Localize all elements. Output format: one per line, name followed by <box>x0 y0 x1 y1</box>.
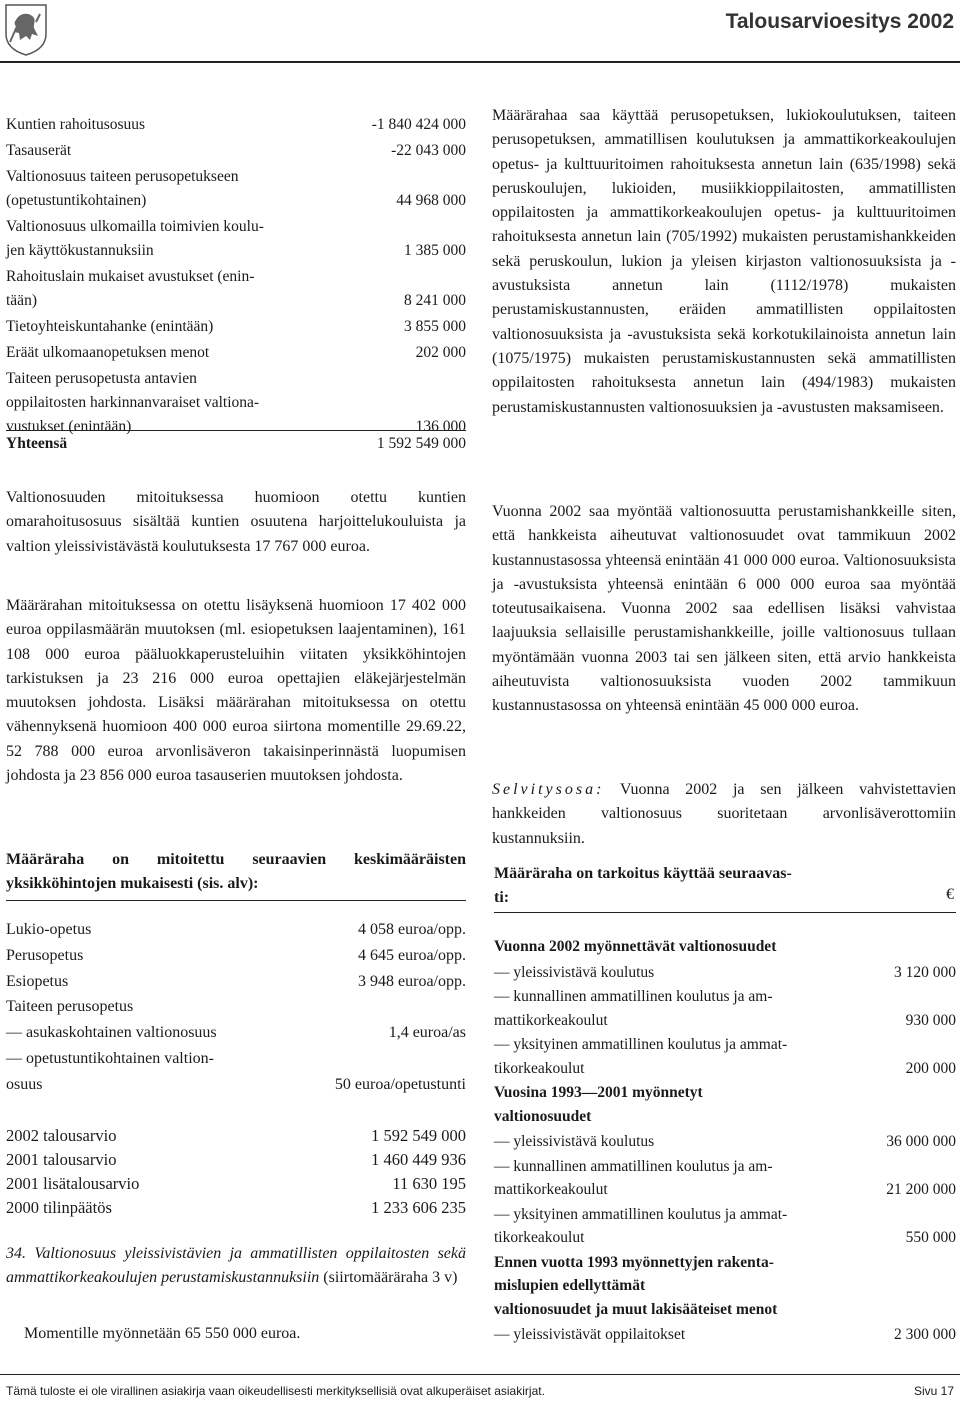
row-value: 8 241 000 <box>404 292 466 309</box>
usage-row-label: — yleissivistävä koulutus <box>494 1133 655 1150</box>
row-label: Valtionosuus ulkomailla toimivien koulu- <box>6 218 264 235</box>
usage-group-title: mislupien edellyttämät <box>494 1277 646 1294</box>
row-label: Tietoyhteiskuntahanke (enintään) <box>6 318 214 335</box>
usage-row-value: 930 000 <box>905 1011 956 1029</box>
budget-amount: 1 233 606 235 <box>371 1198 466 1217</box>
row-label: tään) <box>6 292 37 309</box>
budget-amount: 11 630 195 <box>392 1174 466 1193</box>
usage-row <box>494 1323 956 1347</box>
usage-group-title: Vuonna 2002 myönnettävät valtionosuudet <box>494 938 777 955</box>
total-label: Yhteensä <box>6 435 68 452</box>
unit-price-value: 3 948 euroa/opp. <box>358 972 466 990</box>
usage-row-value: 2 300 000 <box>894 1326 956 1343</box>
usage-row-label: — yleissivistävät oppilaitokset <box>494 1326 686 1343</box>
unit-price-value: 50 euroa/opetustunti <box>334 1075 466 1093</box>
page-number: Sivu 17 <box>913 1384 954 1398</box>
footer-disclaimer: Tämä tuloste ei ole virallinen asiakirja vaan oikeudellisesti merkityksellisiä ovat alkuperäiset asiakirjat. <box>6 1384 545 1398</box>
section-title: Valtionosuus yleissivistävien ja ammatillisten oppilaitosten sekä ammattikorkeakoulujen perustamiskustannuksiin <box>6 1245 467 1287</box>
usage-group-title: valtionosuudet <box>494 1107 592 1125</box>
lion-crest-icon <box>2 2 50 56</box>
paragraph-2002-grants: Vuonna 2002 saa myöntää valtionosuutta perustamishankkeille siten, että hankkeista aiheutuvat valtionosuudet ovat tammikuun 2002 kustannustasossa yhteensä enintään 41 000 000 euroa. Valtionosuuksista ja -avustuksista yhteensä enintään 6 000 000 euroa saa myöntää toteutusaikaisena. Vuonna 2002 saa edellisen lisäksi vahvistaa laajuuksia sellaisille perustamishankkeille, joille valtionosuus tullaan myöntämään vuonna 2003 tai sen jälkeen siten, että arvio hankkeista aiheutuvista valtionosuuksista vuoden 2002 tammikuun kustannustasossa on yhteensä enintään 45 000 000 euroa. <box>492 503 956 715</box>
usage-row <box>494 1130 956 1154</box>
usage-heading-line-2: ti: <box>494 889 510 906</box>
table-row <box>6 315 466 339</box>
usage-group-title: Vuosina 1993—2001 myönnetyt <box>494 1084 703 1101</box>
usage-row-label: — yksityinen ammatillinen koulutus ja ammat- <box>494 1036 788 1053</box>
unit-price-divider <box>6 900 466 901</box>
usage-row-value: 36 000 000 <box>886 1133 956 1150</box>
row-label: Valtionosuus taiteen perusopetukseen <box>6 168 239 185</box>
unit-price-label: Lukio-opetus <box>6 921 92 938</box>
usage-row-label: — kunnallinen ammatillinen koulutus ja am- <box>494 1157 773 1175</box>
table-row <box>6 367 466 439</box>
unit-price-label: osuus <box>6 1075 43 1093</box>
row-label: Kuntien rahoitusosuus <box>6 116 146 133</box>
selvitysosa-text: Vuonna 2002 ja sen jälkeen vahvistettavien hankkeiden valtionosuus suoritetaan arvonlisäverottomiin kustannuksiin. <box>492 781 956 847</box>
paragraph-mitoitus: Määrärahan mitoituksessa on otettu lisäyksenä huomioon 17 402 000 euroa oppilasmäärän muutoksen (ml. esiopetuksen laajentaminen), 161 108 000 euroa pääluokkaperusteluihin viitaten yksikköhintojen tarkistuksen ja 23 216 000 euroa opettajien eläkejärjestelmän muutoksen johdosta. Lisäksi määrärahan mitoituksessa on otettu vähennyksenä huomioon 400 000 euroa siirtona momentille 29.69.22, 52 788 000 euroa arvonlisäveron takaisinperinnästä luopumisen johdosta ja 23 856 000 euroa tasauserien muutoksen johdosta. <box>6 597 466 785</box>
row-label: Eräät ulkomaanopetuksen menot <box>6 344 210 361</box>
row-value: 1 385 000 <box>404 242 466 259</box>
paragraph-omarahoitus: Valtionosuuden mitoituksessa huomioon otettu kuntien omarahoitusosuus sisältää kuntien osuutena harjoittelukouluista ja valtion yleissivistävästä koulutuksesta 17 767 000 euroa. <box>6 489 466 555</box>
usage-row-label: — yksityinen ammatillinen koulutus ja ammat- <box>494 1205 788 1223</box>
usage-row <box>494 1155 956 1202</box>
usage-heading-line-1: Määräraha on tarkoitus käyttää seuraavas- <box>494 865 792 882</box>
usage-row-value: 550 000 <box>905 1229 956 1246</box>
row-label: (opetustuntikohtainen) <box>6 192 147 209</box>
paragraph-usage: Määrärahaa saa käyttää perusopetuksen, lukiokoulutuksen, taiteen perusopetuksen, ammatillisen koulutuksen ja ammattikorkeakoulujen opetus- ja kulttuuritoimen rahoituksesta annetun lain (635/1998) sekä peruskoulujen, lukioiden, musiikkioppilaitosten, ammatillisten oppilaitosten ja ammattikorkeakoulujen opetus- ja kulttuuritoimen rahoituksesta annetun lain (705/1992) mukaisten perustamishankkeiden sekä peruskoulun, lukion ja yleisen kirjaston valtionosuuksista ja -avustuksista annetun lain (1112/1978) mukaisten perustamiskustannusten, eräiden ammatillisten oppilaitosten valtionosuuksista ja -avustuksista sekä korkotukilainoista annetun lain (1075/1975) mukaisten perustamiskustannusten sekä ammatillisten oppilaitosten rahoituksesta annetun lain (494/1983) mukaisten perustamiskustannusten valtionosuuksien ja -avustusten maksamiseen. <box>492 107 956 416</box>
usage-row-label: tikorkeakoulut <box>494 1229 585 1246</box>
table-row <box>6 215 466 263</box>
table-row <box>6 113 466 137</box>
row-label: vustukset (enintään) <box>6 418 132 435</box>
unit-price-label: Taiteen perusopetus <box>6 998 134 1016</box>
header-divider <box>0 61 960 63</box>
usage-table-divider <box>494 912 956 913</box>
budget-amount: 1 460 449 936 <box>371 1150 466 1169</box>
usage-row-label: — yleissivistävä koulutus <box>494 963 655 981</box>
usage-row-label: — kunnallinen ammatillinen koulutus ja am- <box>494 988 773 1005</box>
usage-row-label: mattikorkeakoulut <box>494 1181 608 1198</box>
row-value: 202 000 <box>415 344 466 361</box>
usage-group-title: valtionosuudet ja muut lakisääteiset menot <box>494 1300 778 1318</box>
row-label: oppilaitosten harkinnanvaraiset valtiona- <box>6 394 260 411</box>
unit-price-label: Perusopetus <box>6 946 84 964</box>
usage-row-label: mattikorkeakoulut <box>494 1011 608 1029</box>
row-label: Rahoituslain mukaiset avustukset (enin- <box>6 268 255 285</box>
table-row <box>6 165 466 213</box>
unit-price-label: — opetustuntikohtainen valtion- <box>6 1050 214 1067</box>
table-row <box>6 139 466 163</box>
row-value: 3 855 000 <box>404 318 466 335</box>
table-total-divider <box>6 430 466 431</box>
budget-year-label: 2001 lisätalousarvio <box>6 1174 140 1193</box>
table-row <box>6 341 466 365</box>
section-note: (siirtomääräraha 3 v) <box>323 1269 458 1287</box>
usage-row <box>494 1033 956 1080</box>
total-value: 1 592 549 000 <box>376 435 466 452</box>
budget-amount: 1 592 549 000 <box>371 1126 466 1145</box>
unit-price-value: 4 645 euroa/opp. <box>358 946 466 964</box>
row-label: Tasauserät <box>6 142 72 159</box>
usage-group-title: Ennen vuotta 1993 myönnettyjen rakenta- <box>494 1253 774 1271</box>
usage-heading <box>494 862 792 910</box>
unit-price-label: — asukaskohtainen valtionosuus <box>6 1024 217 1042</box>
unit-price-value: 1,4 euroa/as <box>388 1024 466 1042</box>
footer-divider <box>0 1374 960 1375</box>
section-34-granted: Momentille myönnetään 65 550 000 euroa. <box>24 1325 301 1342</box>
unit-price-heading: Määräraha on mitoitettu seuraavien keskimääräisten yksikköhintojen mukaisesti (sis. alv): <box>6 851 466 893</box>
budget-year-label: 2001 talousarvio <box>6 1150 117 1169</box>
selvitysosa-label: Selvitysosa: <box>492 781 605 798</box>
usage-row <box>494 1203 956 1250</box>
usage-row <box>494 961 956 985</box>
usage-row <box>494 985 956 1032</box>
row-value: -1 840 424 000 <box>371 116 466 133</box>
section-number: 34. <box>6 1245 26 1262</box>
row-label: Taiteen perusopetusta antavien <box>6 370 197 387</box>
usage-row-value: 21 200 000 <box>886 1181 956 1198</box>
unit-price-value: 4 058 euroa/opp. <box>358 921 466 938</box>
unit-price-label: Esiopetus <box>6 972 69 990</box>
usage-row-value: 200 000 <box>905 1059 956 1077</box>
table-row <box>6 265 466 313</box>
budget-year-label: 2000 tilinpäätös <box>6 1198 112 1217</box>
usage-row-label: tikorkeakoulut <box>494 1059 585 1077</box>
row-value: -22 043 000 <box>391 142 466 159</box>
page-header-title: Talousarvioesitys 2002 <box>725 10 954 33</box>
finnish-lion-logo <box>2 2 50 56</box>
selvitysosa-paragraph <box>492 778 956 851</box>
section-34-heading <box>6 1242 466 1291</box>
currency-symbol: € <box>946 886 954 903</box>
budget-year-label: 2002 talousarvio <box>6 1126 117 1145</box>
row-value: 136 000 <box>415 418 466 435</box>
usage-row-value: 3 120 000 <box>894 963 956 981</box>
row-label: jen käyttökustannuksiin <box>6 242 154 259</box>
row-value: 44 968 000 <box>396 192 466 209</box>
